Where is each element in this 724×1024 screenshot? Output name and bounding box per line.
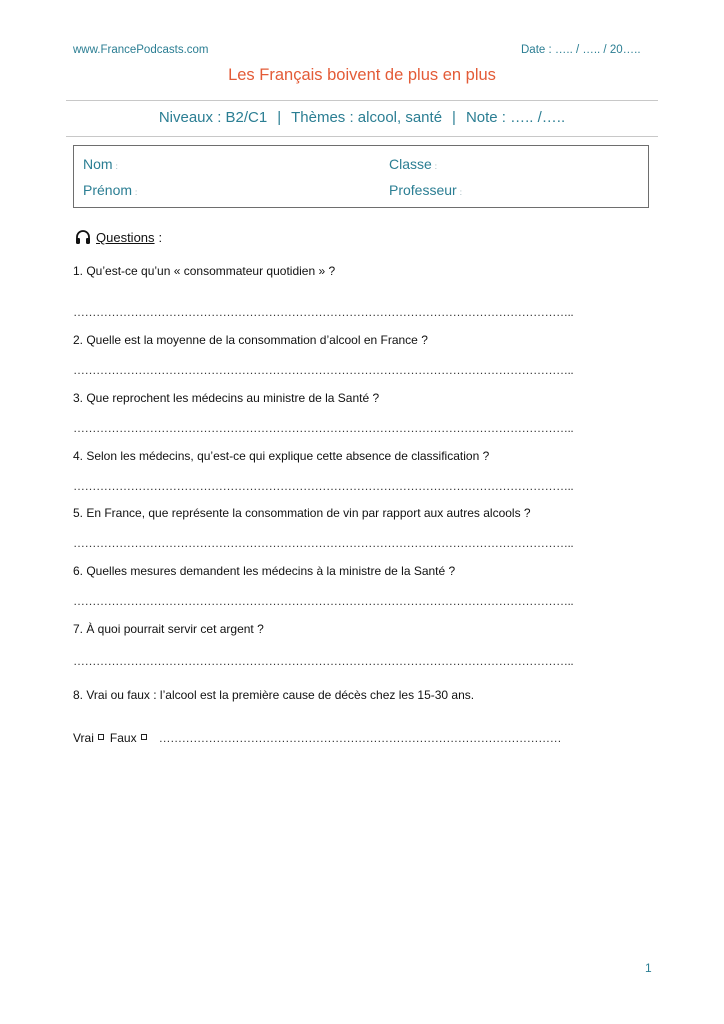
- prenom-label: Prénom: [83, 182, 133, 198]
- answer-line-2[interactable]: …………………………………………………………………………………………………………………..: [73, 363, 574, 377]
- question-5: 5. En France, que représente la consommation de vin par rapport aux autres alcools ?: [73, 506, 531, 520]
- answer-line-5[interactable]: …………………………………………………………………………………………………………………..: [73, 536, 574, 550]
- nom-label: Nom: [83, 156, 113, 172]
- question-4: 4. Selon les médecins, qu’est-ce qui explique cette absence de classification ?: [73, 449, 490, 463]
- answer-line-7[interactable]: …………………………………………………………………………………………………………………..: [73, 654, 574, 668]
- classe-field[interactable]: [389, 156, 437, 172]
- levels-niveaux: Niveaux : B2/C1: [158, 109, 268, 126]
- professeur-field[interactable]: [389, 182, 462, 198]
- classe-label: Classe: [389, 156, 432, 172]
- headphones-icon: [75, 230, 91, 245]
- levels-separator: |: [277, 109, 282, 126]
- question-8: 8. Vrai ou faux : l’alcool est la première cause de décès chez les 15-30 ans.: [73, 688, 475, 702]
- question-2: 2. Quelle est la moyenne de la consommation d’alcool en France ?: [73, 333, 428, 347]
- nom-field[interactable]: [83, 156, 118, 172]
- vrai-label: Vrai: [73, 731, 94, 745]
- answer-line-6[interactable]: …………………………………………………………………………………………………………………..: [73, 594, 574, 608]
- vrai-checkbox[interactable]: [98, 734, 104, 740]
- answer-line-3[interactable]: …………………………………………………………………………………………………………………..: [73, 421, 574, 435]
- colon: :: [115, 162, 118, 171]
- divider-bottom: [66, 136, 658, 137]
- prenom-field[interactable]: [83, 182, 137, 198]
- divider-top: [66, 100, 658, 101]
- date-field: Date : ….. / ….. / 20…..: [521, 44, 641, 56]
- questions-heading: [75, 230, 162, 245]
- faux-label: Faux: [109, 731, 137, 745]
- questions-label: Questions: [96, 230, 155, 245]
- question-3: 3. Que reprochent les médecins au ministre de la Santé ?: [73, 391, 380, 405]
- professeur-label: Professeur: [389, 182, 457, 198]
- levels-themes: Thèmes : alcool, santé: [291, 109, 443, 126]
- page-number: 1: [645, 961, 652, 975]
- colon: :: [434, 162, 438, 171]
- questions-suffix: :: [158, 230, 163, 245]
- levels-note: Note : ….. /…..: [465, 109, 566, 126]
- answer-line-4[interactable]: …………………………………………………………………………………………………………………..: [73, 479, 574, 493]
- answer-line-8[interactable]: ……………………………………………………………………………………………: [158, 731, 562, 745]
- answer-line-1[interactable]: …………………………………………………………………………………………………………………..: [73, 305, 574, 319]
- question-6: 6. Quelles mesures demandent les médecins à la ministre de la Santé ?: [73, 564, 456, 578]
- colon: :: [459, 188, 462, 197]
- page-title: Les Français boivent de plus en plus: [228, 66, 496, 84]
- levels-separator: |: [452, 109, 456, 126]
- colon: :: [135, 188, 138, 197]
- student-info-box: [73, 145, 649, 208]
- levels-bar: [0, 109, 724, 126]
- faux-checkbox[interactable]: [141, 734, 147, 740]
- question-1: 1. Qu’est-ce qu’un « consommateur quotidien » ?: [73, 264, 336, 278]
- true-false-row: [73, 731, 561, 745]
- website-url: www.FrancePodcasts.com: [73, 44, 209, 56]
- question-7: 7. À quoi pourrait servir cet argent ?: [73, 622, 264, 636]
